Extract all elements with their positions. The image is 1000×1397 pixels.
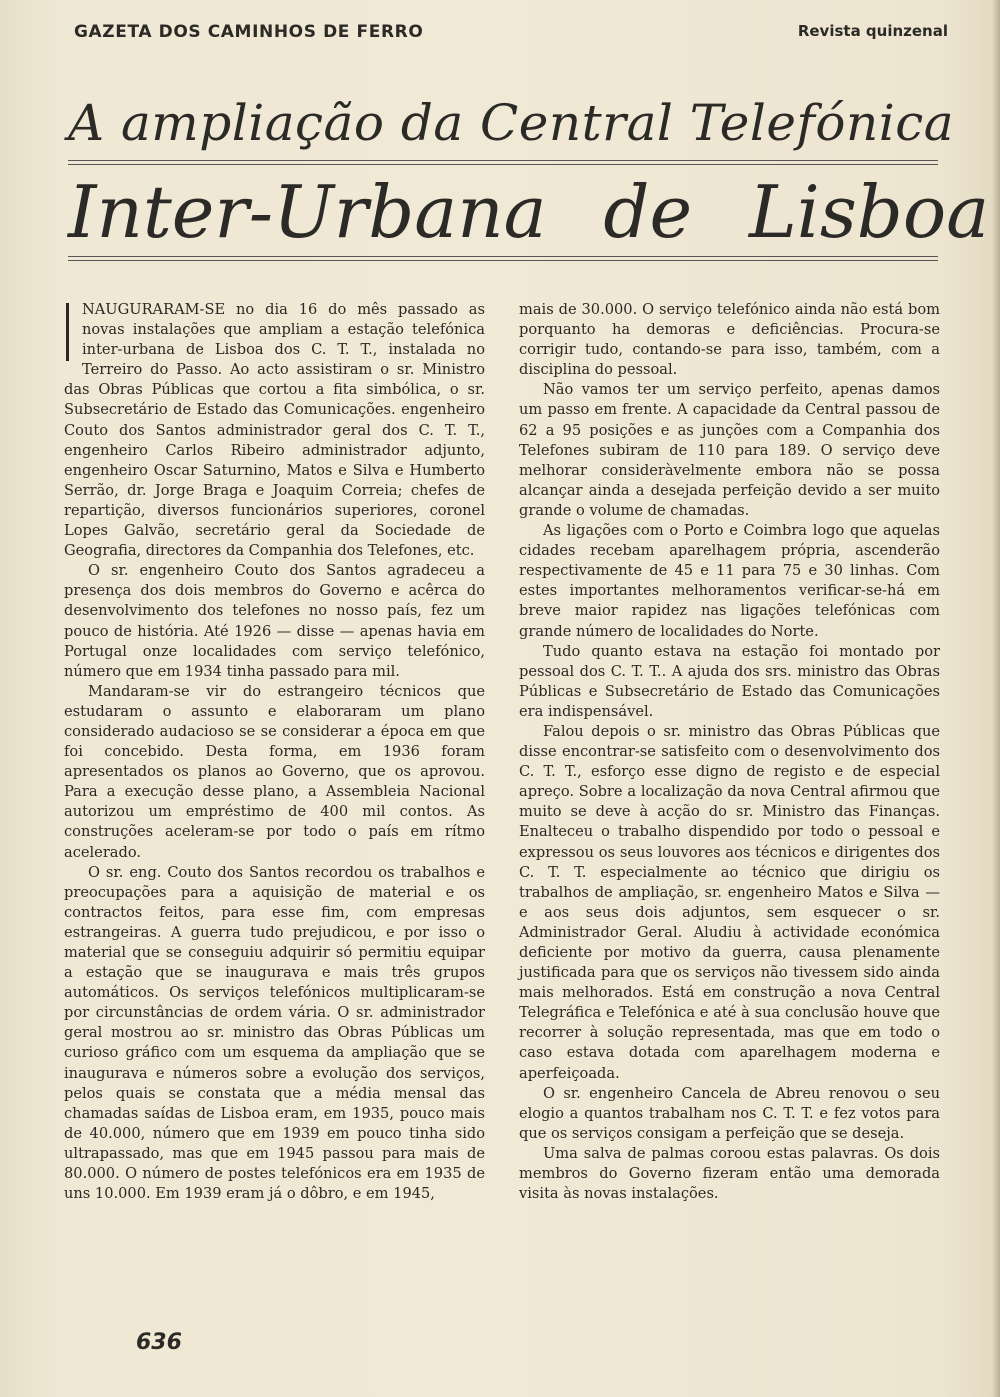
paragraph: mais de 30.000. O serviço telefónico ainda não está bom porquanto ha demoras e deficiências. Procura-se corrigir tudo, contando-se para isso, também, com a disciplina do pessoal. [519,301,940,379]
title-rule [68,160,938,161]
title-line-2: Inter-Urbana de Lisboa [68,170,990,254]
article-body [64,300,940,1310]
title-rule [68,256,938,257]
paragraph: Falou depois o sr. ministro das Obras Públicas que disse encontrar-se satisfeito com o desenvolvimento dos C. T. T., esforço esse digno de registo e de especial apreço. Sobre a localização da nova Central afirmou que muito se deve à acção do sr. Ministro das Finanças. Enalteceu o trabalho dispendido por todo o pessoal e expressou os seus louvores aos técnicos e dirigentes dos C. T. T. especialmente ao técnico que dirigiu os trabalhos de ampliação, sr. engenheiro Matos e Silva — e aos seus dois adjuntos, sem esquecer o sr. Administrador Geral. Aludiu à actividade económica deficiente por motivo da guerra, causa plenamente justificada para que os serviços não tivessem sido ainda mais melhorados. Está em construção a nova Central Telegráfica e Telefónica e até à sua conclusão houve que recorrer à solução representada, mas que em todo o caso estava dotada com aparelhagem moderna e aperfeiçoada. [519,722,940,1082]
paragraph: NAUGURARAM-SE no dia 16 do mês passado as novas instalações que ampliam a estação telefónica inter-urbana de Lisboa dos C. T. T., instalada no Terreiro do Passo. Ao acto assistiram o sr. Ministro das Obras Públicas que cortou a fita simbólica, o sr. Subsecretário de Estado das Comunicações. engenheiro Couto dos Santos administrador geral dos C. T. T., engenheiro Carlos Ribeiro administrador adjunto, engenheiro Oscar Saturnino, Matos e Silva e Humberto Serrão, dr. Jorge Braga e Joaquim Correia; chefes de repartição, diversos funcionários superiores, coronel Lopes Galvão, secretário geral da Sociedade de Geografia, directores da Companhia dos Telefones, etc. [64,301,485,560]
paragraph: Tudo quanto estava na estação foi montado por pessoal dos C. T. T.. A ajuda dos srs. ministro das Obras Públicas e Subsecretário de Estado das Comunicações era indispensável. [519,642,940,720]
page-number: 636 [136,1330,182,1355]
paragraph: Mandaram-se vir do estrangeiro técnicos que estudaram o assunto e elaboraram um plano considerado audacioso se se considerar a época em que foi concebido. Desta forma, em 1936 foram apresentados os planos ao Governo, que os aprovou. Para a execução desse plano, a Assembleia Nacional autorizou um empréstimo de 400 mil contos. As construções aceleram-se por todo o país em rítmo acelerado. [64,682,485,861]
article-title [68,88,990,273]
paragraph: O sr. eng. Couto dos Santos recordou os trabalhos e preocupações para a aquisição de material e os contractos feitos, para esse fim, com empresas estrangeiras. A guerra tudo prejudicou, e por isso o material que se conseguiu adquirir só permitiu equipar a estação que se inaugurava e mais três grupos automáticos. Os serviços telefónicos multiplicaram-se por circunstâncias de ordem vária. O sr. administrador geral mostrou ao sr. ministro das Obras Públicas um curioso gráfico com um esquema da ampliação que se inaugurava e números sobre a evolução dos serviços, pelos quais se constata que a média mensal das chamadas saídas de Lisboa eram, em 1935, pouco mais de 40.000, número que em 1939 em pouco tinha sido ultrapassado, mas que em 1945 passou para mais de 80.000. O número de postes telefónicos era em 1935 de uns 10.000. Em 1939 eram já o dôbro, e em 1945, [64,863,485,1203]
paragraph: Não vamos ter um serviço perfeito, apenas damos um passo em frente. A capacidade da Central passou de 62 a 95 posições e as junções com a Companhia dos Telefones subiram de 110 para 189. O serviço deve melhorar consideràvelmente embora não se possa alcançar ainda a desejada perfeição devido a ser muito grande o volume de chamadas. [519,381,940,519]
title-rule [68,260,938,261]
title-line-1: A ampliação da Central Telefónica [68,94,955,152]
drop-cap-i [66,303,75,361]
title-rule [68,164,938,165]
page-edge-shadow [992,0,1000,1397]
right-column [519,300,940,1310]
paragraph: Uma salva de palmas coroou estas palavras. Os dois membros do Governo fizeram então uma demorada visita às novas instalações. [519,1144,940,1203]
left-column [64,300,485,1310]
journal-type: Revista quinzenal [797,22,948,40]
journal-name: GAZETA DOS CAMINHOS DE FERRO [74,22,424,42]
paragraph: O sr. engenheiro Couto dos Santos agradeceu a presença dos dois membros do Governo e acêrca do desenvolvimento dos telefones no nosso país, fez um pouco de história. Até 1926 — disse — apenas havia em Portugal onze localidades com serviço telefónico, número que em 1934 tinha passado para mil. [64,562,485,680]
paragraph: As ligações com o Porto e Coimbra logo que aquelas cidades recebam aparelhagem própria, ascenderão respectivamente de 45 e 11 para 75 e 30 linhas. Com estes importantes melhoramentos verificar-se-há em breve maior rapidez nas ligações telefónicas com grande número de localidades do Norte. [519,522,940,640]
paragraph: O sr. engenheiro Cancela de Abreu renovou o seu elogio a quantos trabalham nos C. T. T. e fez votos para que os serviços consigam a perfeição que se deseja. [519,1084,940,1142]
page-header [74,22,948,52]
